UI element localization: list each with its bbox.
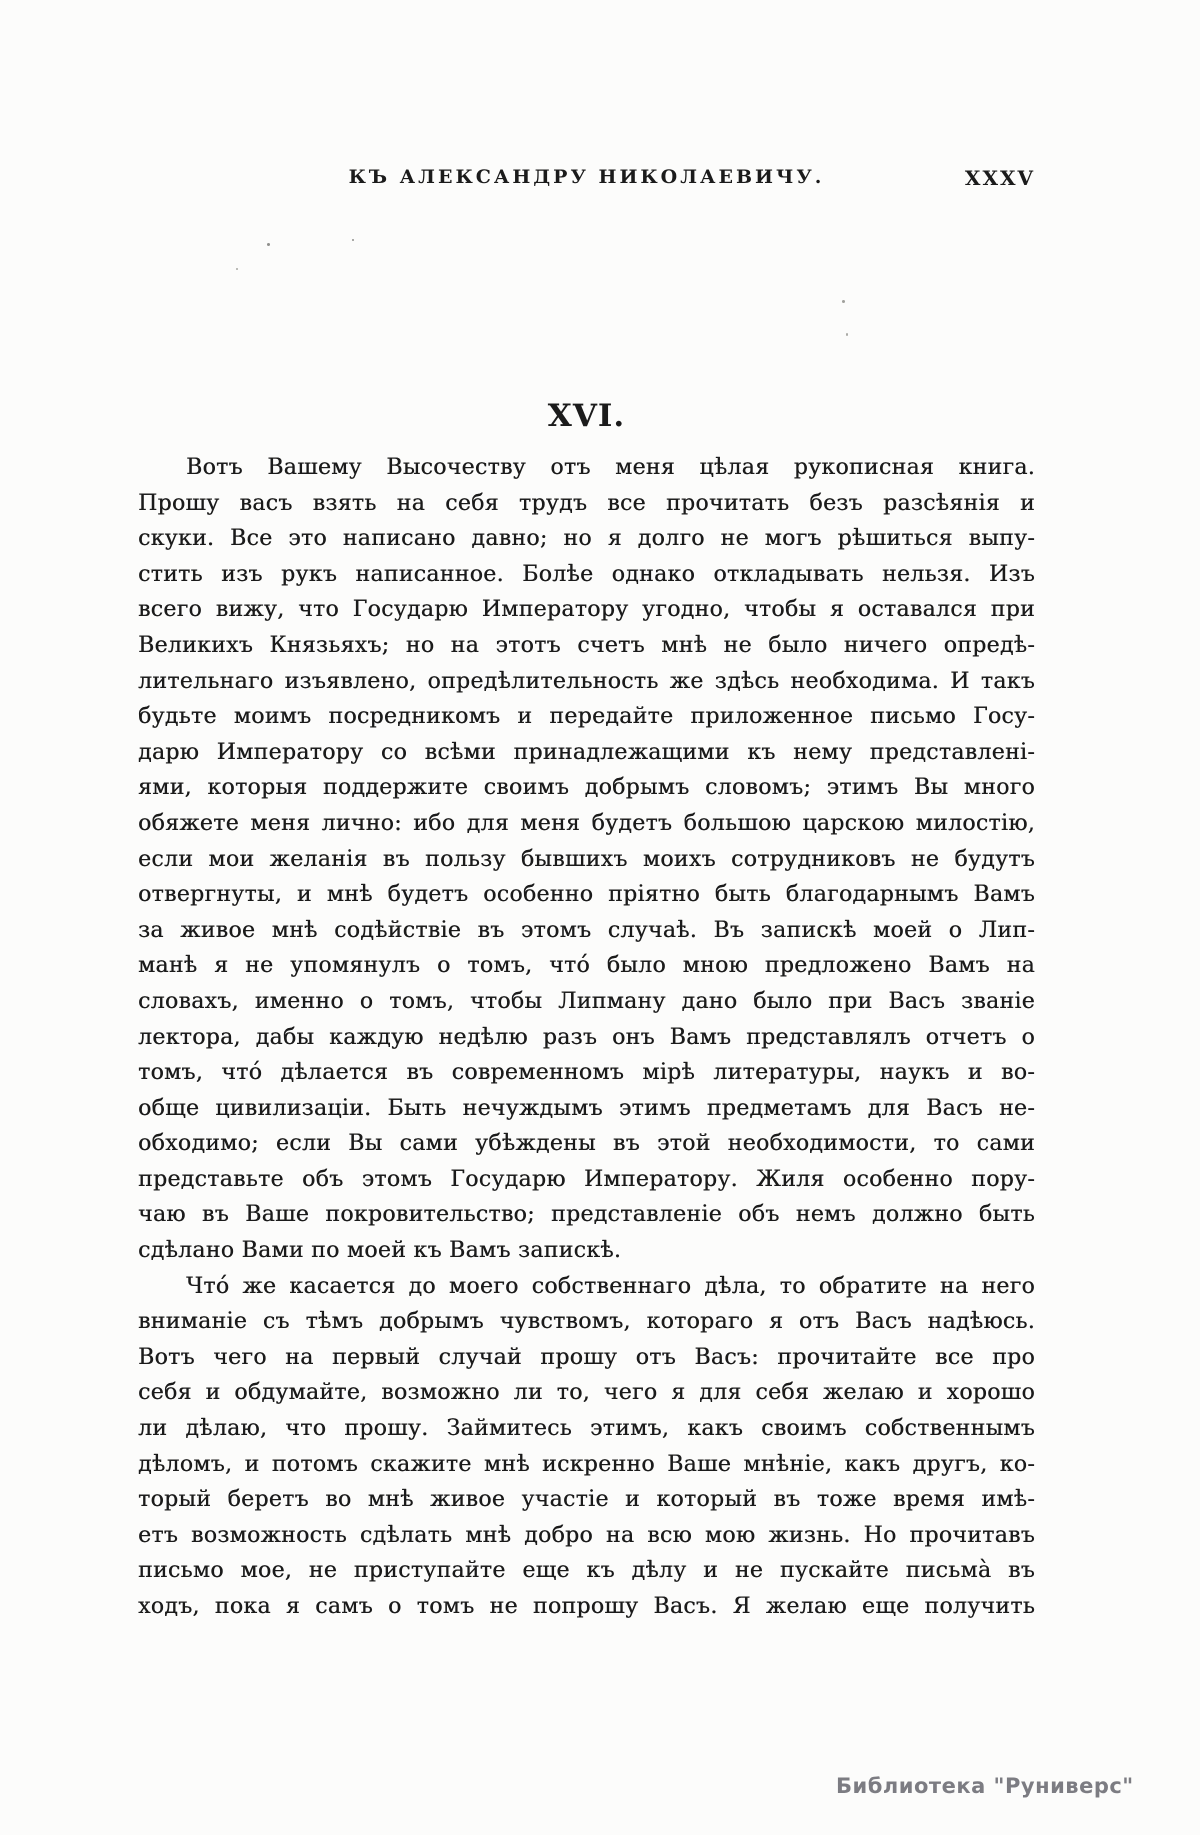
text-line: всего вижу, что Государю Императору угодно, чтобы я оставался при [138, 597, 1035, 623]
text-line: Что́ же касается до моего собственнаго дѣла, то обратите на него [186, 1273, 1035, 1299]
text-line: томъ, что́ дѣлается въ современномъ мірѣ литературы, наукъ и во- [138, 1060, 1035, 1086]
text-line: сдѣлано Вами по моей къ Вамъ запискѣ. [138, 1238, 622, 1264]
scan-speck [842, 300, 845, 303]
text-line: Вотъ Вашему Высочеству отъ меня цѣлая рукописная книга. [186, 455, 1035, 480]
text-line: Прошу васъ взять на себя трудъ все прочитать безъ разсѣянія и [138, 490, 1035, 516]
text-line: ходъ, пока я самъ о томъ не попрошу Васъ. Я желаю еще получить [138, 1594, 1035, 1619]
text-line: дѣломъ, и потомъ скажите мнѣ искренно Ваше мнѣніе, какъ другъ, ко- [138, 1451, 1035, 1477]
text-line: лительнаго изъявлено, опредѣлительность же здѣсь необходима. И такъ [138, 668, 1035, 694]
section-heading: XVI. [547, 398, 626, 434]
text-line: Вотъ чего на первый случай прошу отъ Васъ: прочитайте все про [138, 1344, 1035, 1370]
text-line: ями, которыя поддержите своимъ добрымъ словомъ; этимъ Вы много [138, 775, 1035, 801]
text-line: обходимо; если Вы сами убѣждены въ этой необходимости, то сами [138, 1131, 1035, 1157]
text-line: вниманіе съ тѣмъ добрымъ чувствомъ, котораго я отъ Васъ надѣюсь. [138, 1309, 1035, 1335]
text-line: будьте моимъ посредникомъ и передайте приложенное письмо Госу- [138, 704, 1035, 730]
page-number: XXXV [964, 166, 1035, 190]
text-line: представьте объ этомъ Государю Императору. Жиля особенно пору- [138, 1166, 1035, 1192]
text-line: лектора, дабы каждую недѣлю разъ онъ Вамъ представлялъ отчетъ о [138, 1024, 1035, 1050]
text-line: обще цивилизаціи. Быть нечуждымъ этимъ предметамъ для Васъ не- [138, 1095, 1035, 1121]
scan-speck [846, 333, 848, 336]
text-line: отвергнуты, и мнѣ будетъ особенно пріятно быть благодарнымъ Вамъ [138, 882, 1035, 908]
text-line: стить изъ рукъ написанное. Болѣе однако откладывать нельзя. Изъ [138, 561, 1035, 587]
text-line: если мои желанія въ пользу бывшихъ моихъ сотрудниковъ не будутъ [138, 846, 1035, 872]
text-line: словахъ, именно о томъ, чтобы Липману дано было при Васъ званіе [138, 988, 1035, 1014]
running-head [138, 166, 1035, 196]
text-line: манѣ я не упомянулъ о томъ, что́ было мною предложено Вамъ на [138, 953, 1035, 979]
scan-speck [267, 243, 270, 246]
scan-speck [236, 268, 238, 270]
text-line: торый беретъ во мнѣ живое участіе и который въ тоже время имѣ- [138, 1487, 1035, 1513]
text-line: Великихъ Князьяхъ; но на этотъ счетъ мнѣ не было ничего опредѣ- [138, 632, 1035, 658]
text-line: себя и обдумайте, возможно ли то, чего я для себя желаю и хорошо [138, 1380, 1035, 1406]
letter-body [138, 450, 1035, 1625]
running-head-title: КЪ АЛЕКСАНДРУ НИКОЛАЕВИЧУ. [348, 166, 825, 188]
scan-speck [352, 239, 354, 241]
text-line: обяжете меня лично: ибо для меня будетъ большою царскою милостію, [138, 810, 1035, 836]
text-line: дарю Императору со всѣми принадлежащими къ нему представлені- [138, 739, 1035, 765]
text-line: письмо мое, не приступайте еще къ дѣлу и не пускайте письма̀ въ [138, 1558, 1035, 1584]
text-line: етъ возможность сдѣлать мнѣ добро на всю мою жизнь. Но прочитавъ [138, 1522, 1035, 1548]
text-line: чаю въ Ваше покровительство; представленіе объ немъ должно быть [138, 1202, 1035, 1228]
text-line: за живое мнѣ содѣйствіе въ этомъ случаѣ. Въ запискѣ моей о Лип- [138, 917, 1035, 943]
text-line: скуки. Все это написано давно; но я долго не могъ рѣшиться выпу- [138, 526, 1035, 552]
library-watermark: Библиотека "Руниверс" [836, 1774, 1134, 1798]
paragraph [138, 450, 1035, 1269]
paragraph [138, 1269, 1035, 1625]
text-line: ли дѣлаю, что прошу. Займитесь этимъ, какъ своимъ собственнымъ [138, 1416, 1035, 1442]
